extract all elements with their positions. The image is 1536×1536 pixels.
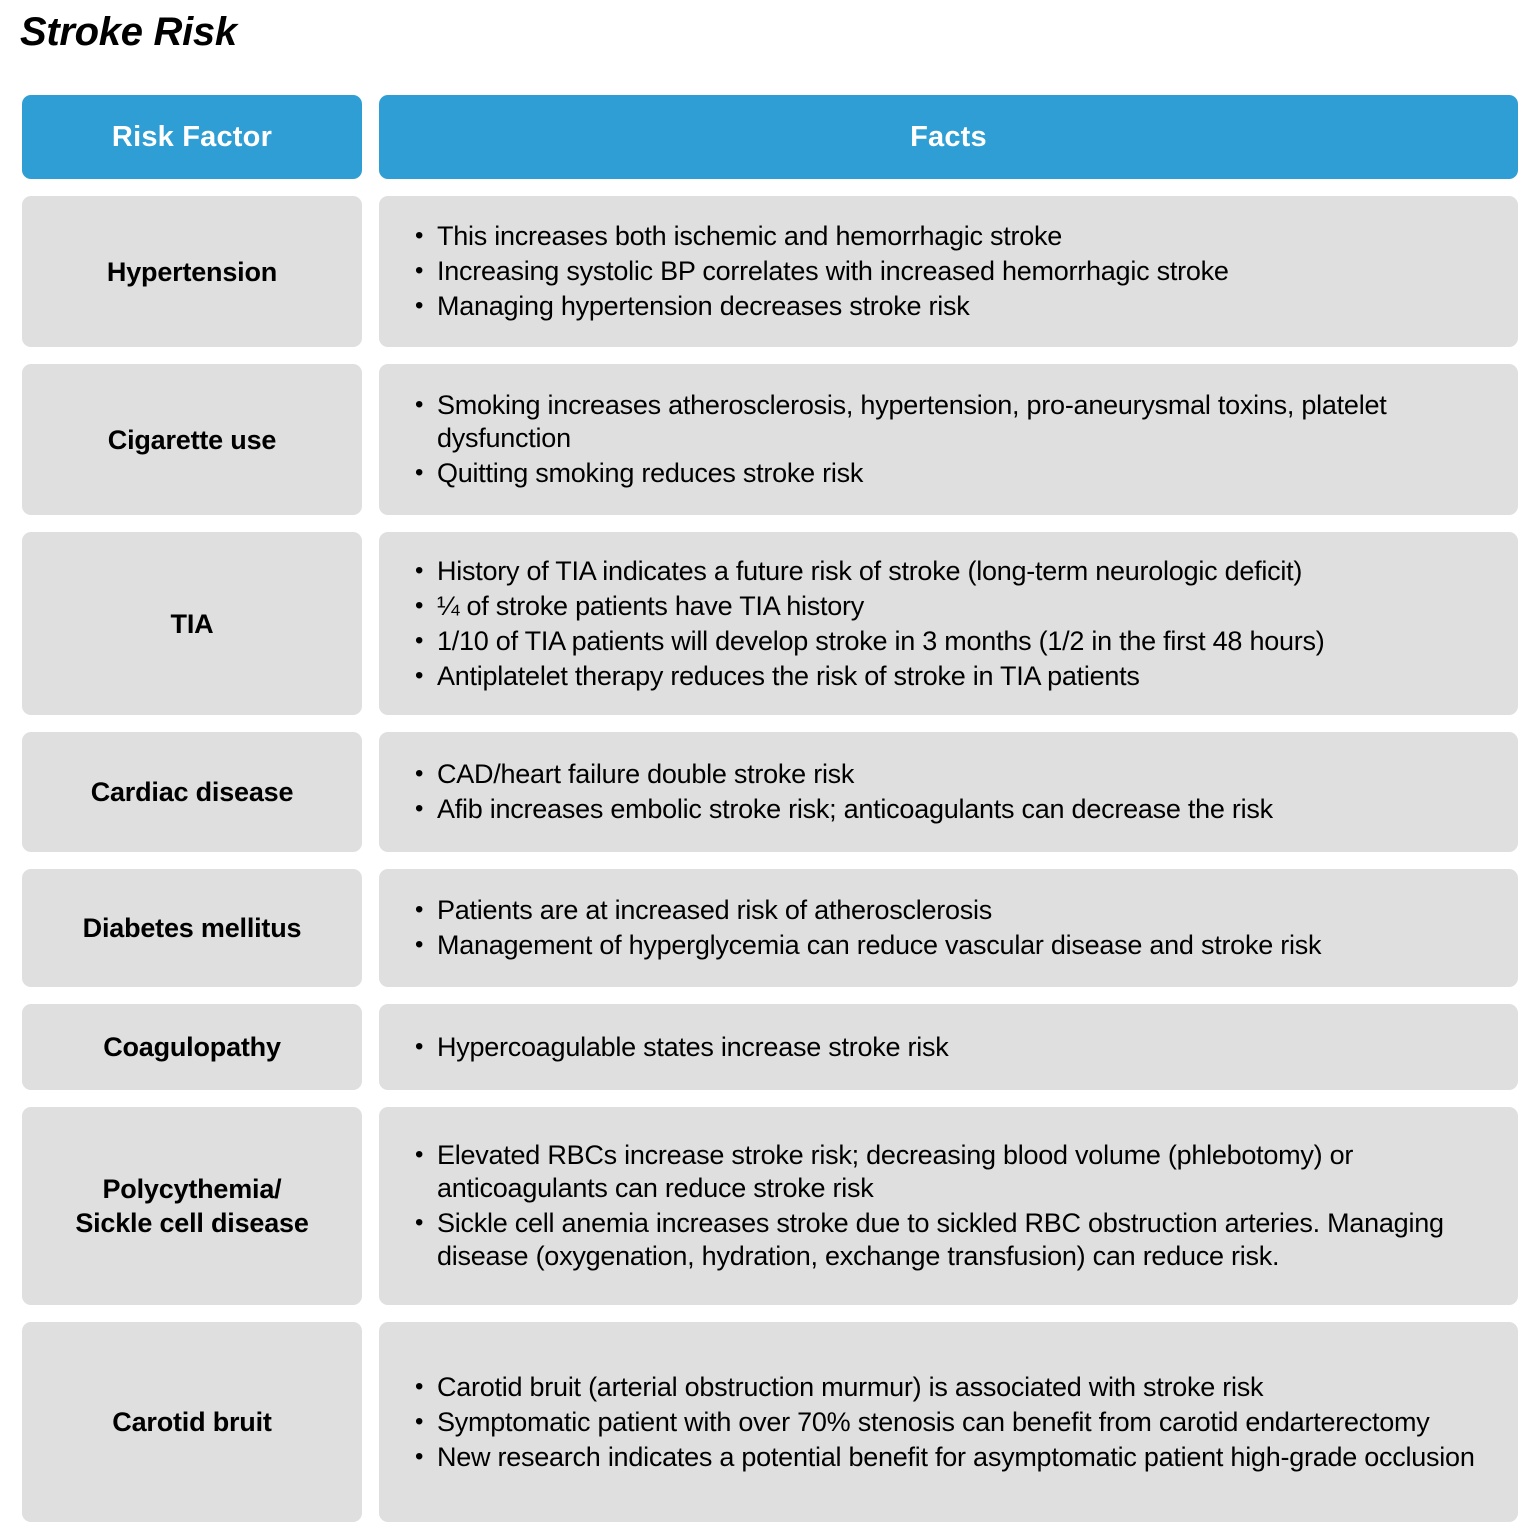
table-row [22, 1004, 1518, 1090]
page-title: Stroke Risk [20, 10, 237, 54]
facts-list [379, 894, 1518, 962]
table-row [22, 364, 1518, 515]
list-item: • CAD/heart failure double stroke risk [415, 758, 1492, 791]
facts-list [379, 1031, 1518, 1064]
facts-cell [379, 1322, 1518, 1522]
risk-factor-cell [22, 1107, 362, 1305]
risk-factor-label: Hypertension [106, 256, 278, 287]
list-item: • ¼ of stroke patients have TIA history [415, 590, 1492, 623]
table-row [22, 1107, 1518, 1305]
facts-list [379, 220, 1518, 323]
list-item: • Hypercoagulable states increase stroke risk [415, 1031, 1492, 1064]
facts-cell [379, 532, 1518, 715]
column-header-facts [379, 95, 1518, 179]
list-item: • Patients are at increased risk of atherosclerosis [415, 894, 1492, 927]
facts-cell [379, 196, 1518, 347]
risk-factor-cell [22, 869, 362, 987]
risk-factor-label: Polycythemia/ Sickle cell disease [75, 1174, 309, 1238]
list-item: • Carotid bruit (arterial obstruction murmur) is associated with stroke risk [415, 1371, 1492, 1404]
facts-list [379, 758, 1518, 826]
column-header-facts-label: Facts [910, 120, 987, 153]
list-item: • Increasing systolic BP correlates with increased hemorrhagic stroke [415, 255, 1492, 288]
table-row [22, 196, 1518, 347]
risk-factor-cell [22, 1322, 362, 1522]
list-item: • Sickle cell anemia increases stroke due to sickled RBC obstruction arteries. Managing disease (oxygenation, hydration, exchange transfusion) can reduce risk. [415, 1207, 1492, 1273]
list-item: • 1/10 of TIA patients will develop stroke in 3 months (1/2 in the first 48 hours) [415, 625, 1492, 658]
table-row [22, 1322, 1518, 1522]
list-item: • Smoking increases atherosclerosis, hypertension, pro-aneurysmal toxins, platelet dysfunction [415, 389, 1492, 455]
risk-factor-label: Diabetes mellitus [82, 913, 302, 943]
risk-factor-cell [22, 364, 362, 515]
risk-factor-cell [22, 732, 362, 852]
risk-factor-label: Carotid bruit [112, 1407, 272, 1437]
list-item: • Quitting smoking reduces stroke risk [415, 457, 1492, 490]
list-item: • Symptomatic patient with over 70% stenosis can benefit from carotid endarterectomy [415, 1406, 1492, 1439]
list-item: • Management of hyperglycemia can reduce vascular disease and stroke risk [415, 929, 1492, 962]
column-header-risk-factor-label: Risk Factor [111, 120, 273, 153]
list-item: • History of TIA indicates a future risk of stroke (long-term neurologic deficit) [415, 555, 1492, 588]
list-item: • This increases both ischemic and hemorrhagic stroke [415, 220, 1492, 253]
facts-list [379, 389, 1518, 490]
column-header-risk-factor [22, 95, 362, 179]
table-row [22, 732, 1518, 852]
facts-list [379, 1371, 1518, 1474]
list-item: • Managing hypertension decreases stroke risk [415, 290, 1492, 323]
list-item: • Antiplatelet therapy reduces the risk of stroke in TIA patients [415, 660, 1492, 693]
risk-factor-label: Coagulopathy [103, 1032, 281, 1062]
facts-list [379, 1139, 1518, 1273]
risk-factor-table [22, 95, 1518, 1522]
risk-factor-cell [22, 532, 362, 715]
table-row [22, 532, 1518, 715]
table-row [22, 869, 1518, 987]
facts-list [379, 555, 1518, 693]
risk-factor-label: Cardiac disease [90, 777, 294, 807]
risk-factor-cell [22, 196, 362, 347]
facts-cell [379, 1004, 1518, 1090]
list-item: • Afib increases embolic stroke risk; anticoagulants can decrease the risk [415, 793, 1492, 826]
facts-cell [379, 869, 1518, 987]
risk-factor-label: Cigarette use [107, 424, 277, 455]
list-item: • Elevated RBCs increase stroke risk; decreasing blood volume (phlebotomy) or anticoagulants can reduce stroke risk [415, 1139, 1492, 1205]
facts-cell [379, 364, 1518, 515]
table-header-row [22, 95, 1518, 179]
facts-cell [379, 1107, 1518, 1305]
risk-factor-label: TIA [170, 608, 214, 639]
risk-factor-cell [22, 1004, 362, 1090]
facts-cell [379, 732, 1518, 852]
list-item: • New research indicates a potential benefit for asymptomatic patient high-grade occlusion [415, 1441, 1492, 1474]
